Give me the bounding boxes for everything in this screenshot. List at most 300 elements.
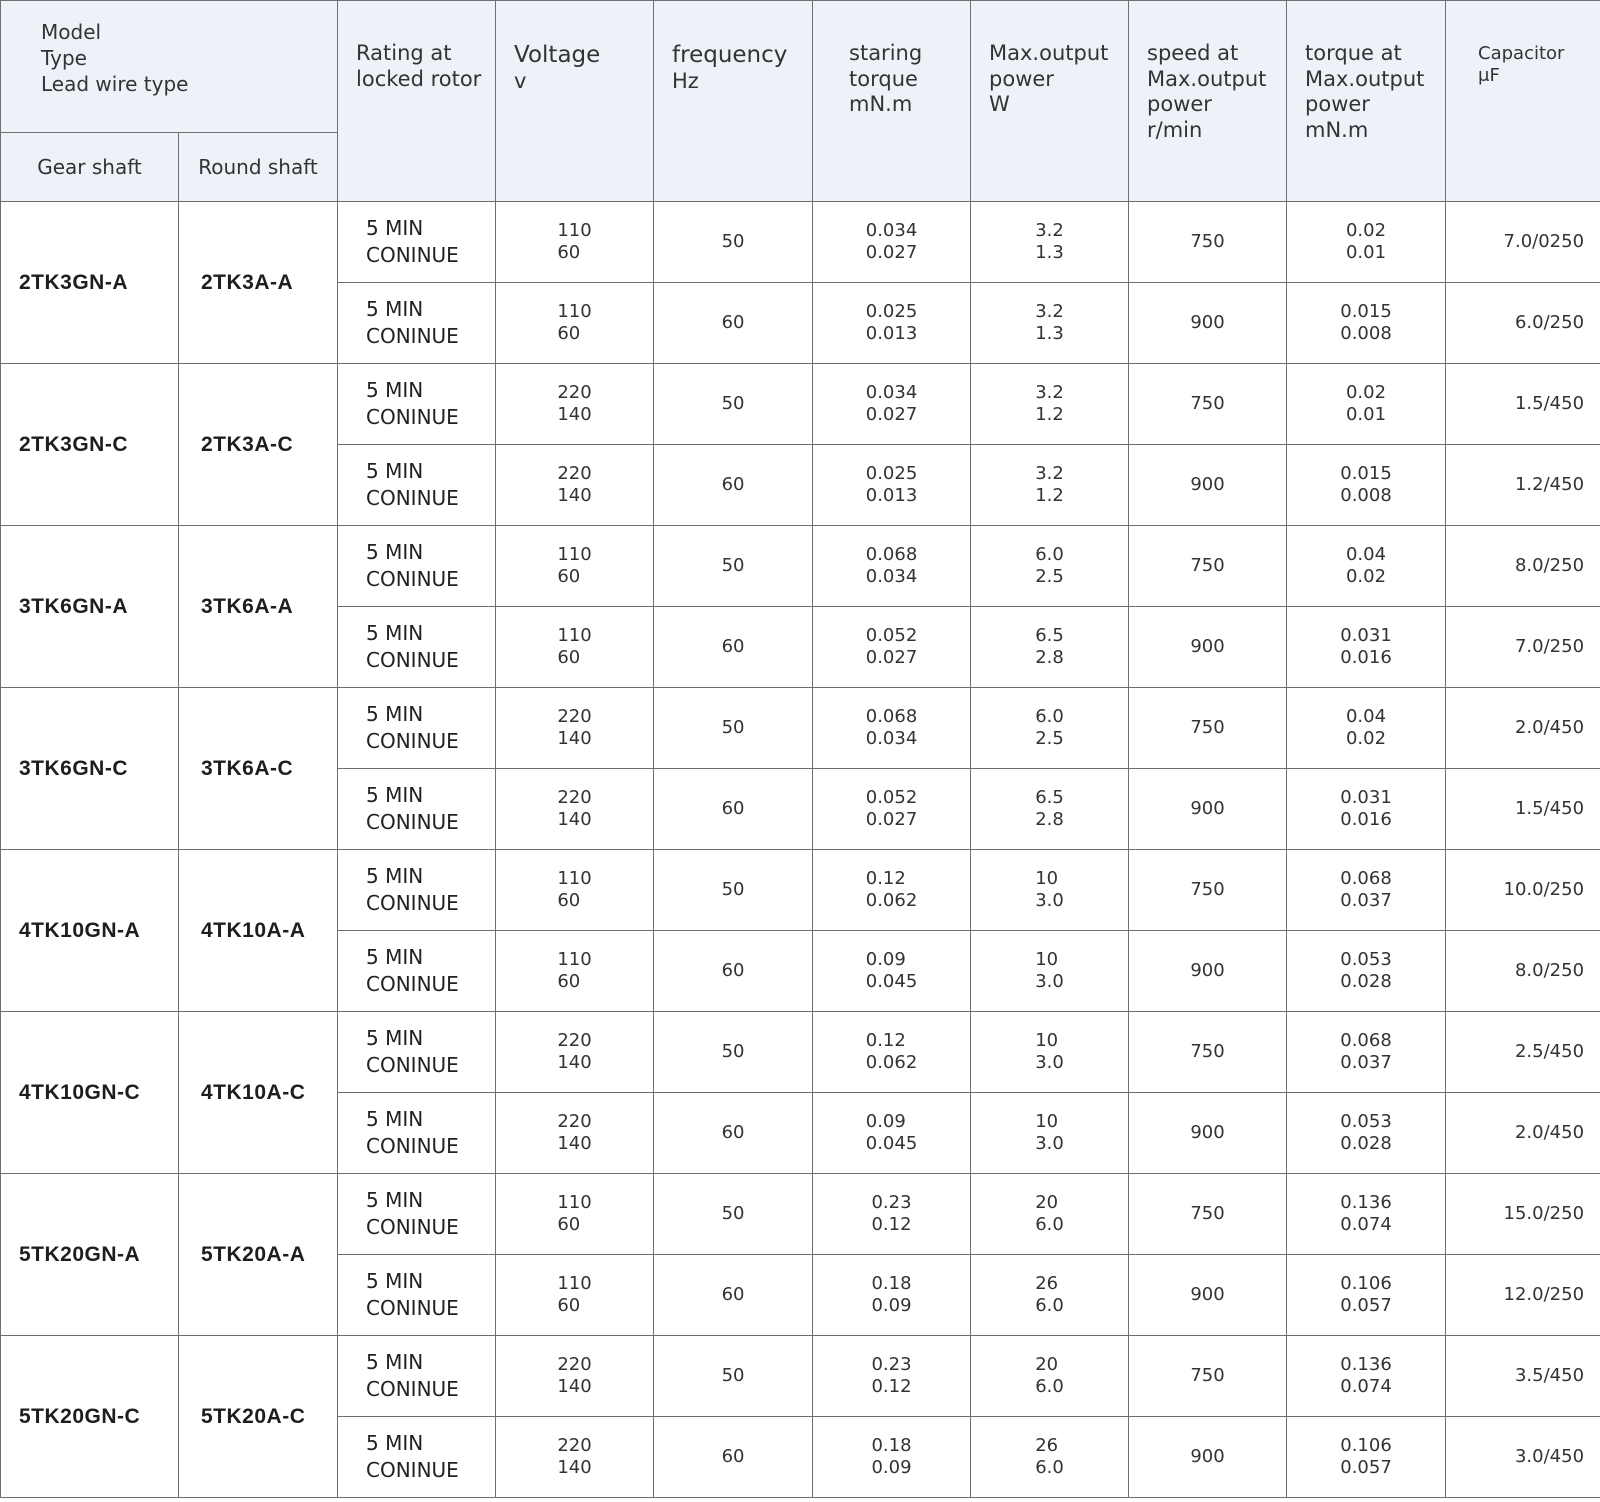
capacitor-cell: 1.2/450 <box>1446 445 1600 526</box>
voltage-cell-values <box>557 1030 591 1075</box>
header-line: Hz <box>672 69 699 94</box>
rating-line: CONINUE <box>366 486 459 510</box>
frequency-cell: 60 <box>654 1093 813 1174</box>
rating-line: CONINUE <box>366 1296 459 1320</box>
max-power-cell-line: 20 <box>1035 1353 1059 1375</box>
starting-torque-cell-line: 0.068 <box>865 705 918 727</box>
starting-torque-cell-line: 0.23 <box>871 1191 912 1213</box>
max-power-cell <box>971 1012 1129 1093</box>
voltage-cell-line: 140 <box>557 404 592 425</box>
gear-shaft-model: 3TK6GN-A <box>1 526 179 688</box>
torque-cell-values <box>1340 625 1392 670</box>
speed-cell: 750 <box>1129 526 1287 607</box>
torque-cell <box>1287 769 1446 850</box>
voltage-cell-line: 110 <box>557 300 592 322</box>
torque-cell <box>1287 1336 1446 1417</box>
starting-torque-cell-line: 0.025 <box>865 462 918 484</box>
max-power-cell-line: 3.0 <box>1035 971 1064 992</box>
max-power-cell <box>971 1174 1129 1255</box>
max-power-cell <box>971 1093 1129 1174</box>
rating-line: 5 MIN <box>366 783 424 807</box>
torque-cell-line: 0.015 <box>1340 300 1392 322</box>
frequency-cell: 50 <box>654 526 813 607</box>
starting-torque-cell <box>813 607 971 688</box>
rating-line: 5 MIN <box>366 1269 424 1293</box>
starting-torque-cell-values <box>871 1354 911 1399</box>
voltage-cell-line: 220 <box>557 462 592 484</box>
max-power-cell <box>971 607 1129 688</box>
torque-cell-line: 0.028 <box>1340 1133 1392 1154</box>
round-shaft-model: 4TK10A-A <box>179 850 338 1012</box>
voltage-cell-values <box>557 787 591 832</box>
header-line: staring <box>849 41 923 65</box>
starting-torque-cell-line: 0.027 <box>865 242 918 263</box>
capacitor-cell: 15.0/250 <box>1446 1174 1600 1255</box>
voltage-cell-line: 140 <box>557 728 592 749</box>
gear-shaft-model: 4TK10GN-C <box>1 1012 179 1174</box>
voltage-cell-line: 110 <box>557 867 592 889</box>
round-shaft-model: 2TK3A-A <box>179 202 338 364</box>
round-shaft-model: 2TK3A-C <box>179 364 338 526</box>
capacitor-cell: 1.5/450 <box>1446 364 1600 445</box>
starting-torque-cell <box>813 850 971 931</box>
table-row <box>1 1012 1600 1093</box>
max-power-cell <box>971 364 1129 445</box>
frequency-cell: 60 <box>654 931 813 1012</box>
voltage-cell-line: 140 <box>557 809 592 830</box>
voltage-cell-line: 140 <box>557 1052 592 1073</box>
starting-torque-cell <box>813 364 971 445</box>
max-power-cell <box>971 526 1129 607</box>
starting-torque-cell-line: 0.18 <box>871 1434 912 1456</box>
header-line: power <box>989 66 1054 91</box>
torque-cell-line: 0.057 <box>1340 1295 1392 1316</box>
starting-torque-cell-line: 0.045 <box>865 971 918 992</box>
max-power-cell-line: 1.2 <box>1035 485 1064 506</box>
max-power-cell-line: 2.8 <box>1035 647 1064 668</box>
voltage-cell-line: 110 <box>557 1191 592 1213</box>
starting-torque-cell-line: 0.12 <box>871 1376 912 1397</box>
rating-line: 5 MIN <box>366 1431 424 1455</box>
voltage-cell-values <box>557 544 591 589</box>
torque-cell-line: 0.136 <box>1340 1353 1392 1375</box>
max-power-cell-line: 3.0 <box>1035 1133 1064 1154</box>
max-power-cell-values <box>1035 1435 1064 1480</box>
max-power-cell-line: 3.2 <box>1035 381 1064 403</box>
starting-torque-cell-values <box>866 625 918 670</box>
rating-cell <box>338 364 496 445</box>
voltage-cell-line: 60 <box>557 242 581 263</box>
header-line: power <box>1147 92 1212 117</box>
starting-torque-cell-line: 0.18 <box>871 1272 912 1294</box>
starting-torque-cell-line: 0.025 <box>865 300 918 322</box>
rating-cell <box>338 607 496 688</box>
speed-cell: 900 <box>1129 1093 1287 1174</box>
starting-torque-cell-line: 0.062 <box>865 1052 918 1073</box>
torque-cell-values <box>1340 1030 1392 1075</box>
rating-line: CONINUE <box>366 243 459 267</box>
voltage-cell <box>496 526 654 607</box>
capacitor-cell: 2.0/450 <box>1446 688 1600 769</box>
rating-cell <box>338 1255 496 1336</box>
frequency-cell: 50 <box>654 1012 813 1093</box>
rating-line: 5 MIN <box>366 216 424 240</box>
torque-cell-values <box>1340 1435 1392 1480</box>
max-power-cell-line: 2.5 <box>1035 728 1064 749</box>
starting-torque-cell-line: 0.034 <box>865 219 918 241</box>
rating-line: CONINUE <box>366 567 459 591</box>
torque-cell-line: 0.074 <box>1340 1376 1392 1397</box>
max-power-cell-values <box>1035 787 1064 832</box>
speed-cell: 900 <box>1129 607 1287 688</box>
starting-torque-cell <box>813 283 971 364</box>
torque-cell-values <box>1346 220 1386 265</box>
header-line: power <box>1305 92 1370 117</box>
max-power-cell-line: 6.5 <box>1035 624 1064 646</box>
header-starting-torque <box>813 1 971 202</box>
torque-cell-values <box>1346 382 1386 427</box>
rating-line: 5 MIN <box>366 1107 424 1131</box>
starting-torque-cell <box>813 931 971 1012</box>
frequency-cell: 50 <box>654 202 813 283</box>
torque-cell-line: 0.031 <box>1340 786 1392 808</box>
header-line: Capacitor <box>1478 43 1565 64</box>
max-power-cell-line: 6.0 <box>1035 1457 1064 1478</box>
starting-torque-cell-line: 0.12 <box>865 1029 906 1051</box>
rating-line: CONINUE <box>366 891 459 915</box>
max-power-cell-values <box>1035 463 1064 508</box>
capacitor-cell: 3.0/450 <box>1446 1417 1600 1498</box>
rating-cell <box>338 1093 496 1174</box>
header-row-top <box>1 1 1600 133</box>
max-power-cell-values <box>1035 1273 1064 1318</box>
max-power-cell-line: 1.3 <box>1035 323 1064 344</box>
max-power-cell-line: 2.8 <box>1035 809 1064 830</box>
voltage-cell-line: 110 <box>557 948 592 970</box>
starting-torque-cell <box>813 445 971 526</box>
max-power-cell-line: 3.2 <box>1035 300 1064 322</box>
voltage-cell-line: 220 <box>557 381 592 403</box>
torque-cell-line: 0.02 <box>1345 728 1387 749</box>
table-row <box>1 202 1600 283</box>
starting-torque-cell-line: 0.013 <box>865 485 918 506</box>
frequency-cell: 60 <box>654 1417 813 1498</box>
starting-torque-cell-values <box>866 301 918 346</box>
starting-torque-cell <box>813 1255 971 1336</box>
voltage-cell-line: 140 <box>557 1457 592 1478</box>
rating-line: 5 MIN <box>366 621 424 645</box>
max-power-cell <box>971 688 1129 769</box>
rating-line: CONINUE <box>366 1458 459 1482</box>
starting-torque-cell-values <box>871 1192 911 1237</box>
rating-cell <box>338 202 496 283</box>
voltage-cell <box>496 1255 654 1336</box>
voltage-cell <box>496 1417 654 1498</box>
max-power-cell-values <box>1035 1192 1064 1237</box>
starting-torque-cell-line: 0.09 <box>871 1457 912 1478</box>
header-gear-shaft: Gear shaft <box>1 133 179 202</box>
max-power-cell-line: 10 <box>1035 1110 1059 1132</box>
rating-cell <box>338 526 496 607</box>
starting-torque-cell-values <box>866 220 918 265</box>
voltage-cell-line: 60 <box>557 971 581 992</box>
gear-shaft-model: 2TK3GN-C <box>1 364 179 526</box>
starting-torque-cell-line: 0.12 <box>865 867 906 889</box>
voltage-cell-values <box>557 706 591 751</box>
header-speed <box>1129 1 1287 202</box>
speed-cell: 750 <box>1129 1336 1287 1417</box>
rating-line: CONINUE <box>366 1134 459 1158</box>
torque-cell-line: 0.01 <box>1345 242 1387 263</box>
max-power-cell-values <box>1035 625 1064 670</box>
starting-torque-cell-line: 0.09 <box>871 1295 912 1316</box>
starting-torque-cell-line: 0.12 <box>871 1214 912 1235</box>
torque-cell <box>1287 445 1446 526</box>
voltage-cell-line: 110 <box>557 624 592 646</box>
frequency-cell: 60 <box>654 1255 813 1336</box>
rating-line: 5 MIN <box>366 702 424 726</box>
voltage-cell-line: 220 <box>557 1353 592 1375</box>
max-power-cell-line: 6.0 <box>1035 705 1064 727</box>
max-power-cell-line: 1.2 <box>1035 404 1064 425</box>
rating-line: CONINUE <box>366 405 459 429</box>
frequency-cell: 60 <box>654 769 813 850</box>
torque-cell <box>1287 202 1446 283</box>
voltage-cell <box>496 202 654 283</box>
torque-cell-line: 0.016 <box>1340 647 1392 668</box>
torque-cell-line: 0.04 <box>1345 543 1387 565</box>
torque-cell-line: 0.02 <box>1345 219 1387 241</box>
starting-torque-cell-values <box>866 787 918 832</box>
max-power-cell-line: 3.0 <box>1035 1052 1064 1073</box>
frequency-cell: 50 <box>654 1336 813 1417</box>
max-power-cell-line: 26 <box>1035 1434 1059 1456</box>
voltage-cell-values <box>557 1192 591 1237</box>
torque-cell-values <box>1346 706 1386 751</box>
speed-cell: 750 <box>1129 850 1287 931</box>
torque-cell-line: 0.02 <box>1345 566 1387 587</box>
round-shaft-model: 5TK20A-C <box>179 1336 338 1498</box>
torque-cell-line: 0.068 <box>1340 867 1392 889</box>
torque-cell <box>1287 1174 1446 1255</box>
frequency-cell: 50 <box>654 850 813 931</box>
table-row <box>1 1174 1600 1255</box>
voltage-cell-values <box>557 1354 591 1399</box>
max-power-cell-values <box>1035 1354 1064 1399</box>
frequency-cell: 60 <box>654 607 813 688</box>
voltage-cell-line: 110 <box>557 543 592 565</box>
frequency-cell: 50 <box>654 1174 813 1255</box>
speed-cell: 900 <box>1129 283 1287 364</box>
capacitor-cell: 2.0/450 <box>1446 1093 1600 1174</box>
starting-torque-cell <box>813 1417 971 1498</box>
max-power-cell <box>971 202 1129 283</box>
torque-cell-line: 0.053 <box>1340 948 1392 970</box>
header-line: Max.output <box>1305 66 1425 91</box>
torque-cell-line: 0.015 <box>1340 462 1392 484</box>
rating-line: CONINUE <box>366 729 459 753</box>
header-frequency <box>654 1 813 202</box>
capacitor-cell: 6.0/250 <box>1446 283 1600 364</box>
capacitor-cell: 8.0/250 <box>1446 931 1600 1012</box>
starting-torque-cell <box>813 202 971 283</box>
starting-torque-cell-line: 0.09 <box>865 948 906 970</box>
starting-torque-cell-line: 0.027 <box>865 809 918 830</box>
voltage-cell-values <box>557 625 591 670</box>
header-capacitor <box>1446 1 1600 202</box>
max-power-cell <box>971 931 1129 1012</box>
round-shaft-model: 3TK6A-C <box>179 688 338 850</box>
header-lead-wire-line: Lead wire type <box>41 72 189 96</box>
voltage-cell-line: 220 <box>557 705 592 727</box>
table-row <box>1 688 1600 769</box>
max-power-cell <box>971 769 1129 850</box>
rating-cell <box>338 769 496 850</box>
speed-cell: 900 <box>1129 769 1287 850</box>
capacitor-cell: 12.0/250 <box>1446 1255 1600 1336</box>
max-power-cell-values <box>1035 949 1064 994</box>
torque-cell-line: 0.053 <box>1340 1110 1392 1132</box>
max-power-cell-line: 6.0 <box>1035 1295 1064 1316</box>
voltage-cell-line: 140 <box>557 1133 592 1154</box>
table-row <box>1 364 1600 445</box>
starting-torque-cell-line: 0.034 <box>865 566 918 587</box>
rating-cell <box>338 283 496 364</box>
torque-cell <box>1287 850 1446 931</box>
voltage-cell-values <box>557 463 591 508</box>
frequency-cell: 60 <box>654 445 813 526</box>
starting-torque-cell-values <box>871 1273 911 1318</box>
voltage-cell-line: 220 <box>557 786 592 808</box>
speed-cell: 900 <box>1129 1255 1287 1336</box>
rating-line: 5 MIN <box>366 1026 424 1050</box>
voltage-cell-values <box>557 868 591 913</box>
torque-cell-line: 0.02 <box>1345 381 1387 403</box>
starting-torque-cell-line: 0.052 <box>865 786 918 808</box>
torque-cell-line: 0.068 <box>1340 1029 1392 1051</box>
starting-torque-cell-line: 0.034 <box>865 381 918 403</box>
max-power-cell-line: 3.0 <box>1035 890 1064 911</box>
rating-line: 5 MIN <box>366 945 424 969</box>
max-power-cell <box>971 1336 1129 1417</box>
torque-cell-values <box>1340 949 1392 994</box>
header-line: W <box>989 92 1010 117</box>
rating-cell <box>338 1336 496 1417</box>
header-line: speed at <box>1147 41 1239 65</box>
voltage-cell <box>496 931 654 1012</box>
max-power-cell-line: 6.0 <box>1035 1376 1064 1397</box>
torque-cell-values <box>1340 868 1392 913</box>
voltage-cell-values <box>557 1111 591 1156</box>
voltage-cell-line: 60 <box>557 890 581 911</box>
voltage-cell-values <box>557 382 591 427</box>
voltage-cell <box>496 364 654 445</box>
torque-cell <box>1287 1093 1446 1174</box>
rating-cell <box>338 1012 496 1093</box>
max-power-cell <box>971 445 1129 526</box>
torque-cell-line: 0.028 <box>1340 971 1392 992</box>
voltage-cell <box>496 283 654 364</box>
torque-cell <box>1287 1255 1446 1336</box>
voltage-cell-line: 60 <box>557 323 581 344</box>
starting-torque-cell <box>813 1012 971 1093</box>
rating-line: 5 MIN <box>366 459 424 483</box>
voltage-cell <box>496 1336 654 1417</box>
voltage-cell <box>496 688 654 769</box>
speed-cell: 900 <box>1129 931 1287 1012</box>
header-line: Max.output <box>1147 66 1267 91</box>
torque-cell-values <box>1340 463 1392 508</box>
voltage-cell-values <box>557 220 591 265</box>
frequency-cell: 50 <box>654 364 813 445</box>
header-voltage <box>496 1 654 202</box>
header-line: frequency <box>672 42 788 68</box>
header-max-output-power <box>971 1 1129 202</box>
rating-line: CONINUE <box>366 324 459 348</box>
header-line: mN.m <box>1305 117 1369 142</box>
voltage-cell-line: 110 <box>557 219 592 241</box>
starting-torque-cell-line: 0.027 <box>865 647 918 668</box>
max-power-cell-line: 3.2 <box>1035 219 1064 241</box>
gear-shaft-model: 2TK3GN-A <box>1 202 179 364</box>
torque-cell-line: 0.136 <box>1340 1191 1392 1213</box>
max-power-cell-line: 6.0 <box>1035 543 1064 565</box>
voltage-cell <box>496 1093 654 1174</box>
torque-cell-line: 0.037 <box>1340 1052 1392 1073</box>
torque-cell-values <box>1340 1192 1392 1237</box>
torque-cell <box>1287 1417 1446 1498</box>
header-model-type <box>1 1 338 133</box>
torque-cell <box>1287 283 1446 364</box>
header-model-line: Model <box>41 20 102 44</box>
starting-torque-cell-values <box>866 544 918 589</box>
voltage-cell-values <box>557 1435 591 1480</box>
header-type-line: Type <box>41 46 87 70</box>
max-power-cell-line: 6.5 <box>1035 786 1064 808</box>
capacitor-cell: 3.5/450 <box>1446 1336 1600 1417</box>
max-power-cell-line: 10 <box>1035 867 1059 889</box>
gear-shaft-model: 5TK20GN-C <box>1 1336 179 1498</box>
capacitor-cell: 2.5/450 <box>1446 1012 1600 1093</box>
capacitor-cell: 7.0/0250 <box>1446 202 1600 283</box>
header-line: locked rotor <box>356 66 482 91</box>
max-power-cell <box>971 850 1129 931</box>
torque-cell-line: 0.01 <box>1345 404 1387 425</box>
starting-torque-cell <box>813 688 971 769</box>
header-line: Rating at <box>356 41 452 65</box>
capacitor-cell: 7.0/250 <box>1446 607 1600 688</box>
starting-torque-cell-values <box>866 706 918 751</box>
frequency-cell: 50 <box>654 688 813 769</box>
max-power-cell <box>971 283 1129 364</box>
starting-torque-cell-values <box>866 1111 918 1156</box>
round-shaft-model: 4TK10A-C <box>179 1012 338 1174</box>
rating-line: 5 MIN <box>366 540 424 564</box>
voltage-cell-line: 110 <box>557 1272 592 1294</box>
rating-line: 5 MIN <box>366 1188 424 1212</box>
round-shaft-model: 5TK20A-A <box>179 1174 338 1336</box>
rating-line: CONINUE <box>366 1215 459 1239</box>
max-power-cell-line: 10 <box>1035 1029 1059 1051</box>
torque-cell-line: 0.031 <box>1340 624 1392 646</box>
rating-line: CONINUE <box>366 1053 459 1077</box>
torque-cell-line: 0.016 <box>1340 809 1392 830</box>
torque-cell <box>1287 688 1446 769</box>
header-round-shaft: Round shaft <box>179 133 338 202</box>
max-power-cell <box>971 1417 1129 1498</box>
rating-line: 5 MIN <box>366 864 424 888</box>
starting-torque-cell-line: 0.052 <box>865 624 918 646</box>
